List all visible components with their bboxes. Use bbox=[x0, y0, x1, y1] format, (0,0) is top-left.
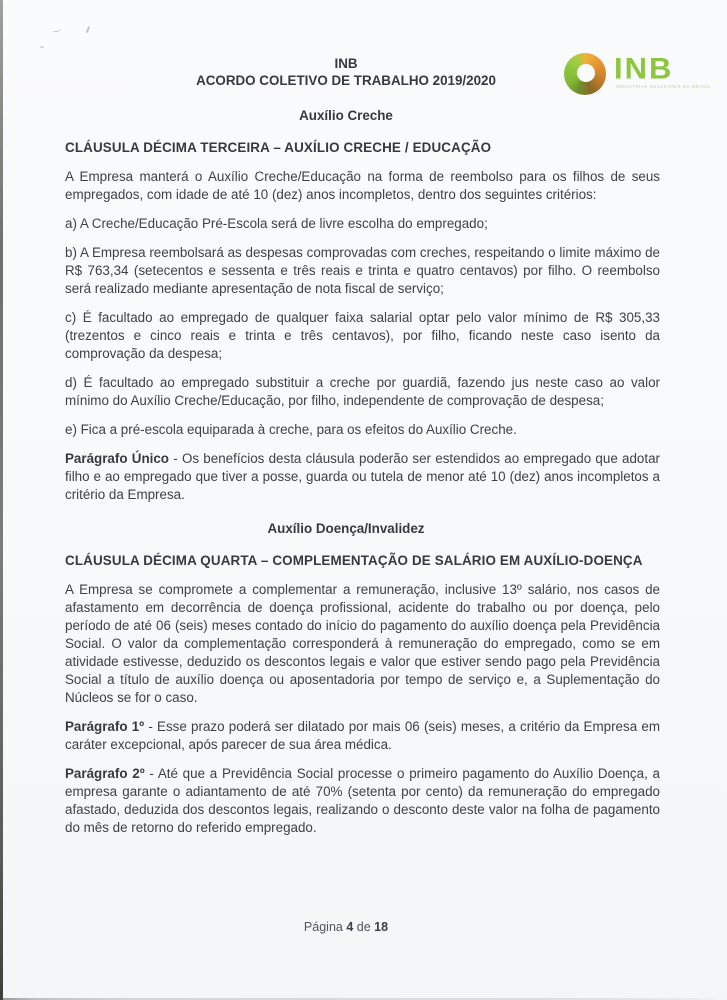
clause-14-title: CLÁUSULA DÉCIMA QUARTA – COMPLEMENTAÇÃO DE SALÁRIO EM AUXÍLIO-DOENÇA bbox=[65, 553, 643, 568]
clause-13-title: CLÁUSULA DÉCIMA TERCEIRA – AUXÍLIO CRECHE / EDUCAÇÃO bbox=[65, 140, 492, 155]
footer-of: de bbox=[356, 920, 371, 934]
inb-logo-tagline: INDÚSTRIAS NUCLEARES DO BRASIL bbox=[616, 84, 711, 89]
footer-page-number: 4 bbox=[346, 920, 354, 934]
clause-14-body: A Empresa se compromete a complementar a remuneração, inclusive 13º salário, nos casos de afastamento em decorrência de doença profissional, acidente do trabalho ou por doença, pelo período de até 06 (seis) meses contado do início do pagamento do auxílio doença pela Previdência Social. O valor da complementação corresponderá à remuneração do empregado, como se em atividade estivesse, deduzido os descontos legais e valor que estiver sendo pago pela Previdência Social a título de auxílio doença ou aposentadoria por tempo de serviço e, a Suplementação do Núcleos se for o caso. bbox=[65, 582, 660, 705]
section-heading-auxilio-doenca: Auxílio Doença/Invalidez bbox=[267, 521, 425, 536]
paragrafo-unico-label: Parágrafo Único bbox=[65, 451, 169, 466]
page-footer bbox=[65, 920, 627, 934]
header-title: ACORDO COLETIVO DE TRABALHO 2019/2020 bbox=[196, 73, 496, 88]
scan-edge-left bbox=[0, 0, 3, 1000]
clause-13-item-e: e) Fica a pré-escola equiparada à creche, para os efeitos do Auxílio Creche. bbox=[65, 422, 517, 437]
document-header bbox=[65, 55, 627, 89]
pencil-mark bbox=[86, 26, 90, 33]
document-body bbox=[65, 55, 660, 837]
footer-label: Página bbox=[303, 920, 343, 934]
inb-logo-wordmark: INB bbox=[614, 51, 674, 86]
clause-13-item-d: d) É facultado ao empregado substituir a creche por guardiã, fazendo jus neste caso ao valor mínimo do Auxílio Creche/Educação, por filho, independente de comprovação de despesa; bbox=[65, 375, 660, 408]
section-heading-auxilio-creche: Auxílio Creche bbox=[299, 108, 393, 123]
clause-13-item-a: a) A Creche/Educação Pré-Escola será de livre escolha do empregado; bbox=[65, 216, 488, 231]
clause-14-paragrafo-1 bbox=[65, 718, 660, 754]
pencil-mark bbox=[51, 25, 61, 33]
paragrafo-2-text: - Até que a Previdência Social processe o primeiro pagamento do Auxílio Doença, a empresa garante o adiantamento de até 70% (setenta por cento) da remuneração do empregado afastado, deduzida dos descontos legais, realizando o desconto deste valor na folha de pagamento do mês de retorno do referido empregado. bbox=[65, 766, 660, 835]
paragrafo-2-label: Parágrafo 2º bbox=[65, 766, 145, 781]
clause-13-intro: A Empresa manterá o Auxílio Creche/Educação na forma de reembolso para os filhos de seus empregados, com idade de até 10 (dez) anos incompletos, dentro dos seguintes critérios: bbox=[65, 169, 660, 202]
header-organization: INB bbox=[334, 56, 358, 71]
footer-total-pages: 18 bbox=[374, 920, 389, 934]
clause-14-paragrafo-2 bbox=[65, 765, 660, 837]
clause-13-item-c: c) É facultado ao empregado de qualquer faixa salarial optar pelo valor mínimo de R$ 305,33 (trezentos e cinco reais e trinta e três centavos), por filho, ficando neste caso isento da comprovação da despesa; bbox=[65, 310, 660, 361]
paragrafo-1-text: - Esse prazo poderá ser dilatado por mais 06 (seis) meses, a critério da Empresa em caráter excepcional, após parecer de sua área médica. bbox=[65, 719, 660, 752]
pencil-mark bbox=[40, 46, 44, 48]
paragrafo-1-label: Parágrafo 1º bbox=[65, 719, 145, 734]
clause-13-item-b: b) A Empresa reembolsará as despesas comprovadas com creches, respeitando o limite máximo de R$ 763,34 (setecentos e sessenta e três reais e trinta e quatro centavos) por filho. O reembolso será realizado mediante apresentação de nota fiscal de serviço; bbox=[65, 245, 660, 296]
paragrafo-unico-text: - Os benefícios desta cláusula poderão ser estendidos ao empregado que adotar filho e ao empregado que tiver a posse, guarda ou tutela de menor até 10 (dez) anos incompletos a critério da Empresa. bbox=[65, 451, 660, 502]
clause-13-paragrafo-unico bbox=[65, 450, 660, 504]
